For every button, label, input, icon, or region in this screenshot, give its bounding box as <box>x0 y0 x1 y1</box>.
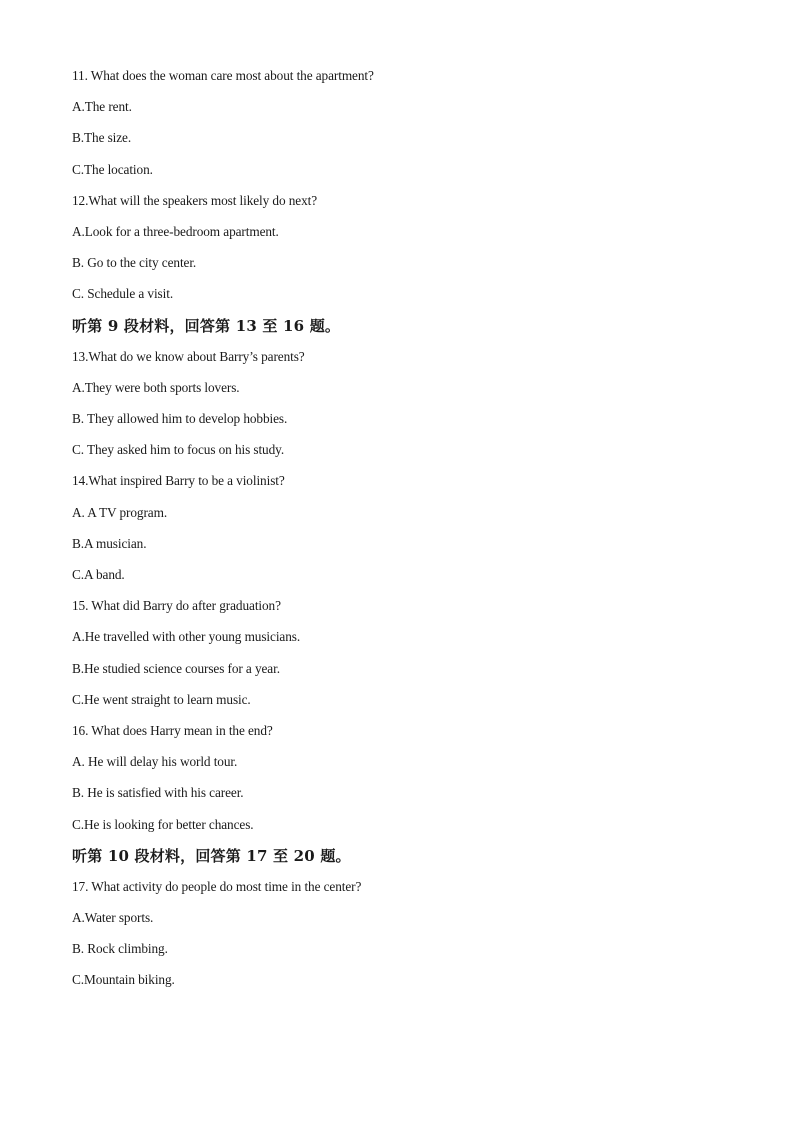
question-16: 16. What does Harry mean in the end? <box>72 722 273 738</box>
option-16-c: C.He is looking for better chances. <box>72 816 254 832</box>
section-heading-9: 听第 9 段材料，回答第 13 至 16 题。 <box>72 316 341 335</box>
document-page <box>72 66 732 1002</box>
option-14-c: C.A band. <box>72 567 125 582</box>
question-11: 11. What does the woman care most about the apartment? <box>72 68 374 83</box>
option-15-a: A.He travelled with other young musicians. <box>72 629 301 645</box>
option-17-b: B. Rock climbing. <box>72 941 168 957</box>
option-17-a: A.Water sports. <box>72 910 154 926</box>
question-13: 13.What do we know about Barry’s parents? <box>72 348 305 364</box>
option-11-a: A.The rent. <box>72 99 132 115</box>
option-14-b: B.A musician. <box>72 535 147 551</box>
option-15-b: B.He studied science courses for a year. <box>72 660 280 676</box>
option-14-a: A. A TV program. <box>72 504 168 520</box>
option-13-a: A.They were both sports lovers. <box>72 379 240 395</box>
question-15: 15. What did Barry do after graduation? <box>72 598 281 614</box>
question-14: 14.What inspired Barry to be a violinist? <box>72 473 285 489</box>
option-15-c: C.He went straight to learn music. <box>72 691 251 707</box>
option-12-a: A.Look for a three-bedroom apartment. <box>72 223 279 239</box>
option-11-b: B.The size. <box>72 130 132 146</box>
option-13-b: B. They allowed him to develop hobbies. <box>72 411 288 427</box>
question-12: 12.What will the speakers most likely do next? <box>72 192 318 208</box>
option-13-c: C. They asked him to focus on his study. <box>72 442 285 458</box>
question-17: 17. What activity do people do most time in the center? <box>72 878 362 894</box>
section-heading-10: 听第 10 段材料，回答第 17 至 20 题。 <box>72 846 351 865</box>
option-16-b: B. He is satisfied with his career. <box>72 785 244 801</box>
option-11-c: C.The location. <box>72 161 153 177</box>
option-16-a: A. He will delay his world tour. <box>72 754 238 770</box>
option-17-c: C.Mountain biking. <box>72 972 175 988</box>
option-12-c: C. Schedule a visit. <box>72 286 174 302</box>
option-12-b: B. Go to the city center. <box>72 255 197 271</box>
